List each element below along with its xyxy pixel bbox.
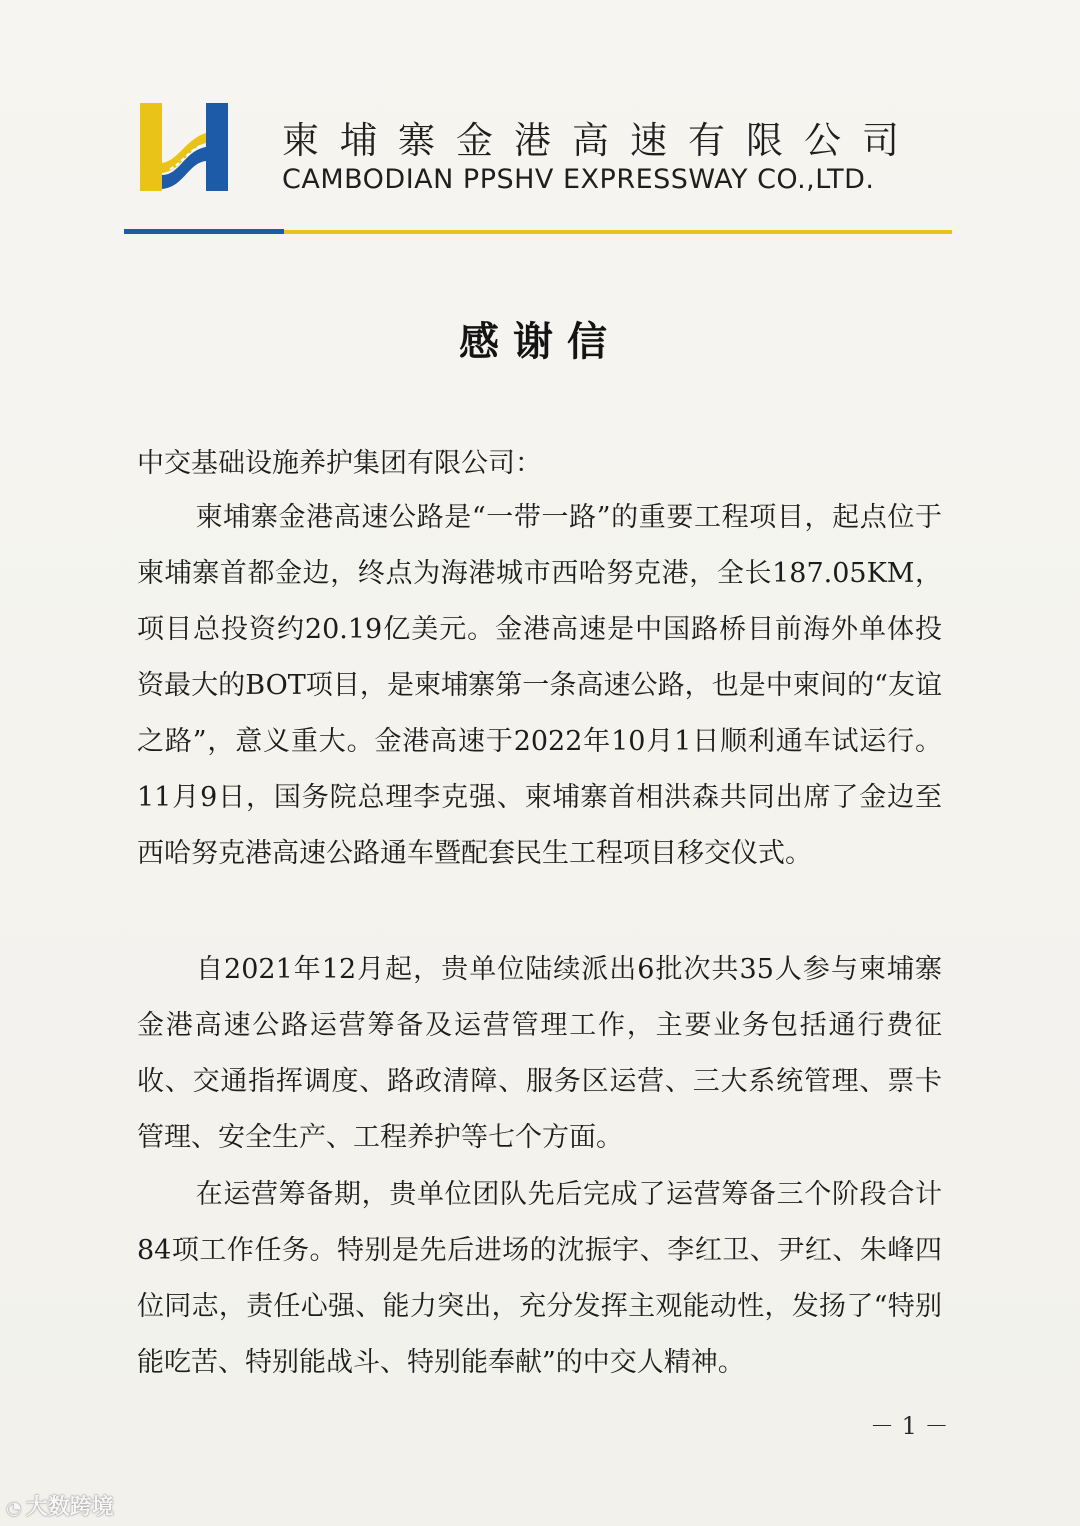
watermark xyxy=(6,1490,114,1521)
watermark-text: 大数跨境 xyxy=(25,1495,114,1520)
page-number: － 1 － xyxy=(870,1412,949,1440)
salutation: 中交基础设施养护集团有限公司： xyxy=(137,448,542,479)
company-name-cn: 柬埔寨金港高速有限公司 xyxy=(282,119,920,162)
company-name-en: CAMBODIAN PPSHV EXPRESSWAY CO.,LTD. xyxy=(282,164,875,195)
paragraph-2 xyxy=(137,942,942,1166)
paragraph-3-text: 在运营筹备期，贵单位团队先后完成了运营筹备三个阶段合计84项工作任务。特别是先后进场的沈振宇、李红卫、尹红、朱峰四位同志，责任心强、能力突出，充分发挥主观能动性，发扬了“特别能吃苦、特别能战斗、特别能奉献”的中交人精神。 xyxy=(137,1179,942,1378)
company-logo xyxy=(140,103,230,191)
paragraph-1-text: 柬埔寨金港高速公路是“一带一路”的重要工程项目，起点位于柬埔寨首都金边，终点为海港城市西哈努克港，全长187.05KM，项目总投资约20.19亿美元。金港高速是中国路桥目前海外单体投资最大的BOT项目，是柬埔寨第一条高速公路，也是中柬间的“友谊之路”，意义重大。金港高速于2022年10月1日顺利通车试运行。11月9日，国务院总理李克强、柬埔寨首相洪森共同出席了金边至西哈努克港高速公路通车暨配套民生工程项目移交仪式。 xyxy=(137,502,942,869)
header-rule-yellow xyxy=(284,230,952,234)
paragraph-1 xyxy=(137,490,942,882)
header-rule-blue xyxy=(124,229,284,234)
chat-bubble-icon: ◔ xyxy=(6,1498,22,1519)
paragraph-2-text: 自2021年12月起，贵单位陆续派出6批次共35人参与柬埔寨金港高速公路运营筹备及运营管理工作，主要业务包括通行费征收、交通指挥调度、路政清障、服务区运营、三大系统管理、票卡管理、安全生产、工程养护等七个方面。 xyxy=(137,954,942,1153)
letter-title: 感谢信 xyxy=(459,318,621,365)
paragraph-3 xyxy=(137,1167,942,1391)
